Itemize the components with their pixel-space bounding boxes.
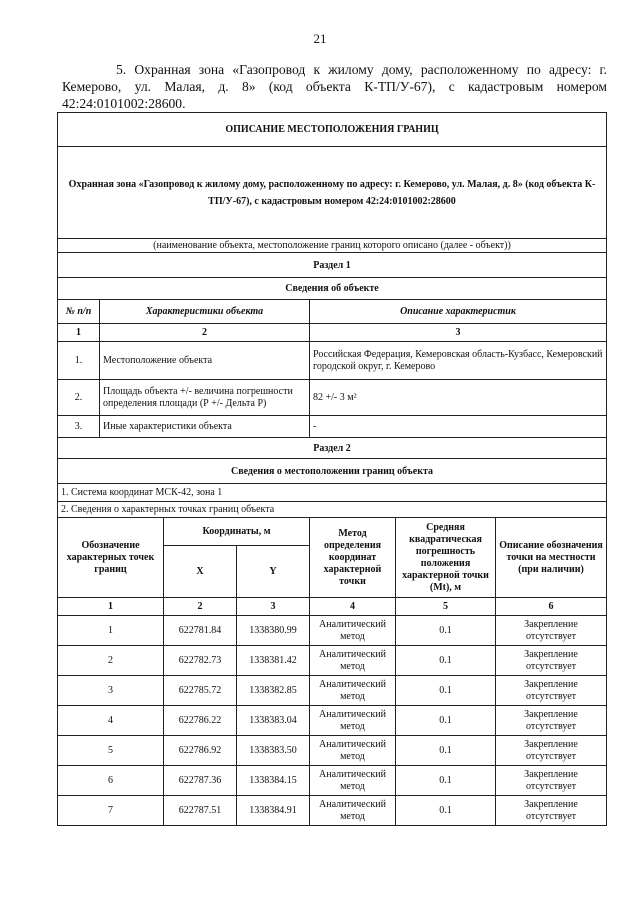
- col-number: 2: [164, 598, 237, 616]
- points-table-body: [58, 616, 607, 826]
- point-id: 5: [58, 736, 164, 766]
- point-method: Аналитический метод: [310, 616, 396, 646]
- table-row: [58, 380, 607, 416]
- point-id: 3: [58, 676, 164, 706]
- row-value: -: [310, 416, 607, 438]
- point-accuracy: 0.1: [396, 766, 496, 796]
- page-number: 21: [313, 31, 327, 46]
- object-caption: (наименование объекта, местоположение границ которого описано (далее - объект)): [58, 239, 607, 253]
- point-y: 1338380.99: [237, 616, 310, 646]
- point-description: Закрепление отсутствует: [496, 796, 607, 826]
- header-coords: Координаты, м: [164, 518, 310, 546]
- header-num: № п/п: [58, 300, 100, 324]
- point-description: Закрепление отсутствует: [496, 706, 607, 736]
- col-number: 3: [237, 598, 310, 616]
- point-method: Аналитический метод: [310, 706, 396, 736]
- col-number: 1: [58, 598, 164, 616]
- row-name: Местоположение объекта: [100, 342, 310, 380]
- point-description: Закрепление отсутствует: [496, 676, 607, 706]
- header-y: Y: [237, 546, 310, 598]
- point-description: Закрепление отсутствует: [496, 646, 607, 676]
- row-name: Иные характеристики объекта: [100, 416, 310, 438]
- point-accuracy: 0.1: [396, 616, 496, 646]
- point-method: Аналитический метод: [310, 736, 396, 766]
- point-x: 622782.73: [164, 646, 237, 676]
- point-method: Аналитический метод: [310, 676, 396, 706]
- header-method: Метод определения координат характерной точки: [310, 518, 396, 598]
- table-row: [58, 342, 607, 380]
- points-caption: 2. Сведения о характерных точках границ объекта: [58, 502, 607, 518]
- point-x: 622781.84: [164, 616, 237, 646]
- boundary-description-table: [57, 112, 607, 826]
- point-y: 1338384.15: [237, 766, 310, 796]
- point-y: 1338383.04: [237, 706, 310, 736]
- header-designation: Обозначение характерных точек границ: [58, 518, 164, 598]
- coord-system: 1. Система координат МСК-42, зона 1: [58, 484, 607, 502]
- col-number: 1: [58, 324, 100, 342]
- col-number: 6: [496, 598, 607, 616]
- point-x: 622786.22: [164, 706, 237, 736]
- table-row: [58, 646, 607, 676]
- object-name: Охранная зона «Газопровод к жилому дому, расположенному по адресу: г. Кемерово, ул. Малая, д. 8» (код объекта К-ТП/У-67), с кадастровым номером 42:24:0101002:28600: [58, 147, 607, 239]
- point-accuracy: 0.1: [396, 736, 496, 766]
- point-x: 622787.51: [164, 796, 237, 826]
- point-x: 622787.36: [164, 766, 237, 796]
- point-y: 1338383.50: [237, 736, 310, 766]
- point-description: Закрепление отсутствует: [496, 736, 607, 766]
- point-accuracy: 0.1: [396, 706, 496, 736]
- point-description: Закрепление отсутствует: [496, 766, 607, 796]
- row-num: 3.: [58, 416, 100, 438]
- section1-title: Раздел 1: [58, 253, 607, 278]
- point-y: 1338384.91: [237, 796, 310, 826]
- point-id: 1: [58, 616, 164, 646]
- point-accuracy: 0.1: [396, 676, 496, 706]
- col-number: 4: [310, 598, 396, 616]
- point-id: 6: [58, 766, 164, 796]
- point-description: Закрепление отсутствует: [496, 616, 607, 646]
- point-y: 1338381.42: [237, 646, 310, 676]
- row-num: 1.: [58, 342, 100, 380]
- point-id: 4: [58, 706, 164, 736]
- row-name: Площадь объекта +/- величина погрешности определения площади (Р +/- Дельта Р): [100, 380, 310, 416]
- point-method: Аналитический метод: [310, 766, 396, 796]
- point-accuracy: 0.1: [396, 646, 496, 676]
- header-characteristics: Характеристики объекта: [100, 300, 310, 324]
- section2-subtitle: Сведения о местоположении границ объекта: [58, 459, 607, 484]
- table-row: [58, 416, 607, 438]
- point-id: 2: [58, 646, 164, 676]
- table-row: [58, 616, 607, 646]
- table-row: [58, 796, 607, 826]
- intro-paragraph: 5. Охранная зона «Газопровод к жилому дому, расположенному по адресу: г. Кемерово, ул. Малая, д. 8» (код объекта К-ТП/У-67), с кадастровым номером 42:24:0101002:28600.: [62, 62, 607, 111]
- table-row: [58, 706, 607, 736]
- point-method: Аналитический метод: [310, 646, 396, 676]
- row-num: 2.: [58, 380, 100, 416]
- point-x: 622785.72: [164, 676, 237, 706]
- col-number: 5: [396, 598, 496, 616]
- point-x: 622786.92: [164, 736, 237, 766]
- col-number: 3: [310, 324, 607, 342]
- point-method: Аналитический метод: [310, 796, 396, 826]
- point-id: 7: [58, 796, 164, 826]
- doc-title: ОПИСАНИЕ МЕСТОПОЛОЖЕНИЯ ГРАНИЦ: [58, 113, 607, 147]
- point-y: 1338382.85: [237, 676, 310, 706]
- header-accuracy: Средняя квадратическая погрешность положения характерной точки (Mt), м: [396, 518, 496, 598]
- header-point-description: Описание обозначения точки на местности (при наличии): [496, 518, 607, 598]
- table-row: [58, 736, 607, 766]
- header-x: X: [164, 546, 237, 598]
- section2-title: Раздел 2: [58, 438, 607, 459]
- col-number: 2: [100, 324, 310, 342]
- point-accuracy: 0.1: [396, 796, 496, 826]
- header-description: Описание характеристик: [310, 300, 607, 324]
- row-value: 82 +/- 3 м²: [310, 380, 607, 416]
- row-value: Российская Федерация, Кемеровская область-Кузбасс, Кемеровский городской округ, г. Кемерово: [310, 342, 607, 380]
- table-row: [58, 676, 607, 706]
- table-row: [58, 766, 607, 796]
- section1-subtitle: Сведения об объекте: [58, 278, 607, 300]
